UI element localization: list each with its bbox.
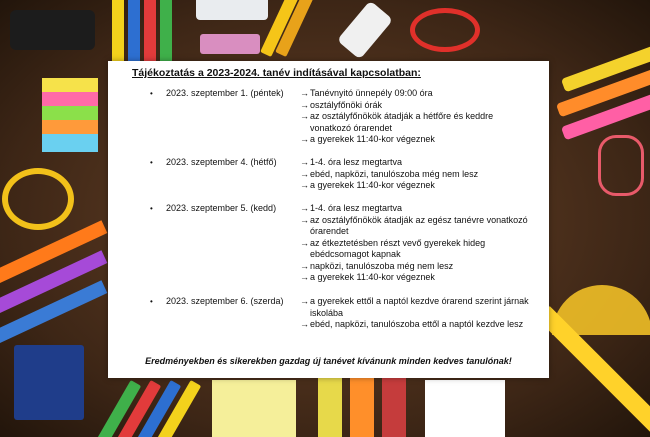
scissors-graphic [2, 168, 74, 230]
scissors-graphic [410, 8, 480, 52]
schedule-item: → ebéd, napközi, tanulószoba még nem lesz [300, 168, 479, 179]
schedule-items [300, 203, 535, 284]
schedule-item: → a gyerekek 11:40-kor végeznek [300, 180, 435, 190]
notice-title: Tájékoztatás a 2023-2024. tanév indításával kapcsolatban: [132, 67, 421, 79]
schedule-item: → a gyerekek 11:40-kor végeznek [300, 272, 435, 282]
bullet-icon: • [150, 297, 153, 306]
arrow-icon: → [300, 168, 309, 179]
paper-roll-graphic [196, 0, 268, 20]
schedule-item: → Tanévnyitó ünnepély 09:00 óra [300, 88, 433, 98]
schedule-item: → ebéd, napközi, tanulószoba ettől a naptól kezdve lesz [300, 319, 524, 329]
arrow-icon: → [300, 157, 309, 167]
arrow-icon: → [300, 111, 309, 121]
paperclip-graphic [598, 135, 644, 196]
marker-graphic [318, 378, 342, 437]
arrow-icon: → [300, 272, 309, 282]
arrow-icon: → [300, 296, 309, 306]
schedule-item: → osztályfőnöki órák [300, 99, 383, 110]
bullet-icon: • [150, 204, 153, 213]
schedule-items [300, 296, 535, 331]
bullet-icon: • [150, 158, 153, 167]
marker-graphic [350, 378, 374, 437]
closing-message: Eredményekben és sikerekben gazdag új tanévet kívánunk minden kedves tanulónak! [145, 356, 512, 366]
eraser-graphic [200, 34, 260, 54]
arrow-icon: → [300, 88, 309, 98]
bullet-icon: • [150, 89, 153, 98]
marker-graphic [382, 378, 406, 437]
arrow-icon: → [300, 203, 309, 213]
schedule-date: 2023. szeptember 5. (kedd) [166, 203, 277, 213]
schedule-items [300, 157, 535, 192]
arrow-icon: → [300, 319, 309, 329]
arrow-icon: → [300, 180, 309, 190]
schedule-date: 2023. szeptember 6. (szerda) [166, 296, 284, 306]
schedule-date: 2023. szeptember 1. (péntek) [166, 88, 284, 98]
notebook-graphic [14, 345, 84, 420]
schedule-item: → a gyerekek ettől a naptól kezdve órarend szerint járnak iskolába [300, 296, 529, 318]
arrow-icon: → [300, 260, 309, 271]
schedule-item: → az osztályfőnökök átadják az egész tanévre vonatkozó órarendet [300, 214, 528, 236]
arrow-icon: → [300, 237, 309, 248]
glue-stick-graphic [337, 0, 393, 59]
arrow-icon: → [300, 99, 309, 110]
schedule-item: → az étkeztetésben részt vevő gyerekek hideg ebédcsomagot kapnak [300, 237, 486, 259]
arrow-icon: → [300, 134, 309, 144]
schedule-item: → a gyerekek 11:40-kor végeznek [300, 134, 435, 144]
sticky-note-graphic [212, 380, 296, 437]
arrow-icon: → [300, 214, 309, 225]
schedule-item: → 1-4. óra lesz megtartva [300, 203, 403, 213]
stapler-graphic [10, 10, 95, 50]
schedule-item: → az osztályfőnökök átadják a hétfőre és keddre vonatkozó órarendet [300, 111, 494, 133]
notice-sheet [108, 61, 549, 378]
schedule-date: 2023. szeptember 4. (hétfő) [166, 157, 277, 167]
notebook-graphic [425, 380, 505, 437]
schedule-item: → 1-4. óra lesz megtartva [300, 157, 403, 167]
schedule-item: → napközi, tanulószoba még nem lesz [300, 260, 454, 271]
sticky-notes-graphic [42, 78, 98, 152]
schedule-items [300, 88, 535, 146]
